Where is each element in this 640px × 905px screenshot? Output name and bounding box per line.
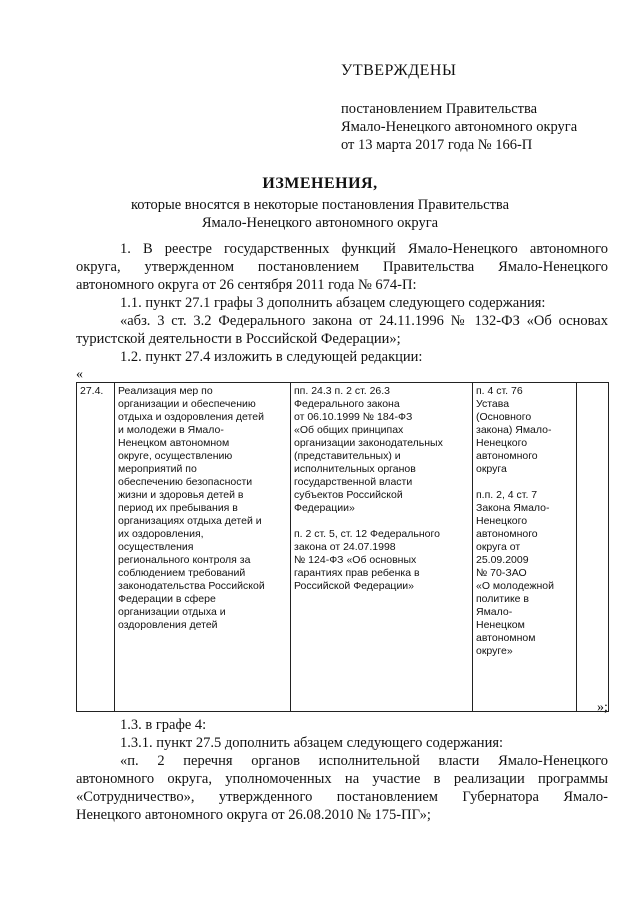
paragraph-1-line-3: автономного округа от 26 сентября 2011 года № 674-П: <box>76 277 417 293</box>
document-subtitle-line-1: которые вносятся в некоторые постановления Правительства <box>130 197 510 213</box>
regional-legal-basis: п. 4 ст. 76 Устава (Основного закона) Ямало- Ненецкого автономного округа п.п. 2, 4 ст. 7 Закона Ямало- Ненецкого автономного округа от 25.09.2009 № 70-ЗАО «О молодежной политике в Ямало- Ненецком автономном округе» <box>476 385 554 657</box>
changes-table <box>76 382 609 712</box>
table-cell-number <box>77 383 115 712</box>
table-row <box>77 383 609 712</box>
table-cell-function <box>115 383 291 712</box>
item-number: 27.4. <box>80 385 104 397</box>
paragraph-1-3-1: 1.3.1. пункт 27.5 дополнить абзацем следующего содержания: <box>120 735 504 751</box>
document-subtitle-line-2: Ямало-Ненецкого автономного округа <box>201 215 439 231</box>
approval-title: УТВЕРЖДЕНЫ <box>341 62 457 79</box>
table-quote-close: »; <box>597 700 608 715</box>
approval-line-2: Ямало-Ненецкого автономного округа <box>341 119 578 135</box>
paragraph-1-3-1-quote-line-1: «п. 2 перечня органов исполнительной власти Ямало-Ненецкого <box>120 753 608 769</box>
paragraph-1-3-1-quote-line-4: Ненецкого автономного округа от 26.08.2010 № 175-ПГ»; <box>76 807 431 823</box>
paragraph-1-3-1-quote-line-2: автономного округа, уполномоченных на участие в реализации программы <box>76 771 608 787</box>
table-cell-federal-basis <box>291 383 473 712</box>
table-quote-open: « <box>76 367 83 382</box>
table-cell-regional-basis <box>473 383 577 712</box>
paragraph-1-1: 1.1. пункт 27.1 графы 3 дополнить абзацем следующего содержания: <box>120 295 546 311</box>
federal-legal-basis: пп. 24.3 п. 2 ст. 26.3 Федерального закона от 06.10.1999 № 184-ФЗ «Об общих принципах организации законодательных (представительных) и исполнительных органов государственной власти субъектов Российской Федерации» п. 2 ст. 5, ст. 12 Федерального закона от 24.07.1998 № 124-ФЗ «Об основных гарантиях прав ребенка в Российской Федерации» <box>294 385 443 592</box>
table-cell-empty <box>577 383 609 712</box>
document-title: ИЗМЕНЕНИЯ, <box>262 175 378 192</box>
function-description: Реализация мер по организации и обеспечению отдыха и оздоровления детей и молодежи в Ямало- Ненецком автономном округе, осуществлению мероприятий по обеспечению безопасности жизни и здоровья детей в период их пребывания в организациях отдыха детей и их оздоровления, осуществления регионального контроля за соблюдением требований законодательства Российской Федерации в сфере организации отдыха и оздоровления детей <box>118 385 265 631</box>
paragraph-1-3: 1.3. в графе 4: <box>120 717 207 733</box>
paragraph-1-2: 1.2. пункт 27.4 изложить в следующей редакции: <box>120 349 423 365</box>
paragraph-1-line-2: округа, утвержденном постановлением Правительства Ямало-Ненецкого <box>76 259 608 275</box>
approval-line-1: постановлением Правительства <box>341 101 538 117</box>
paragraph-1-1-quote-line-2: туристской деятельности в Российской Федерации»; <box>76 331 401 347</box>
paragraph-1-1-quote-line-1: «абз. 3 ст. 3.2 Федерального закона от 24.11.1996 № 132-ФЗ «Об основах <box>120 313 608 329</box>
approval-line-3: от 13 марта 2017 года № 166-П <box>341 137 533 153</box>
paragraph-1-line-1: 1. В реестре государственных функций Ямало-Ненецкого автономного <box>120 241 608 257</box>
paragraph-1-3-1-quote-line-3: «Сотрудничество», утвержденного постановлением Губернатора Ямало- <box>76 789 608 805</box>
